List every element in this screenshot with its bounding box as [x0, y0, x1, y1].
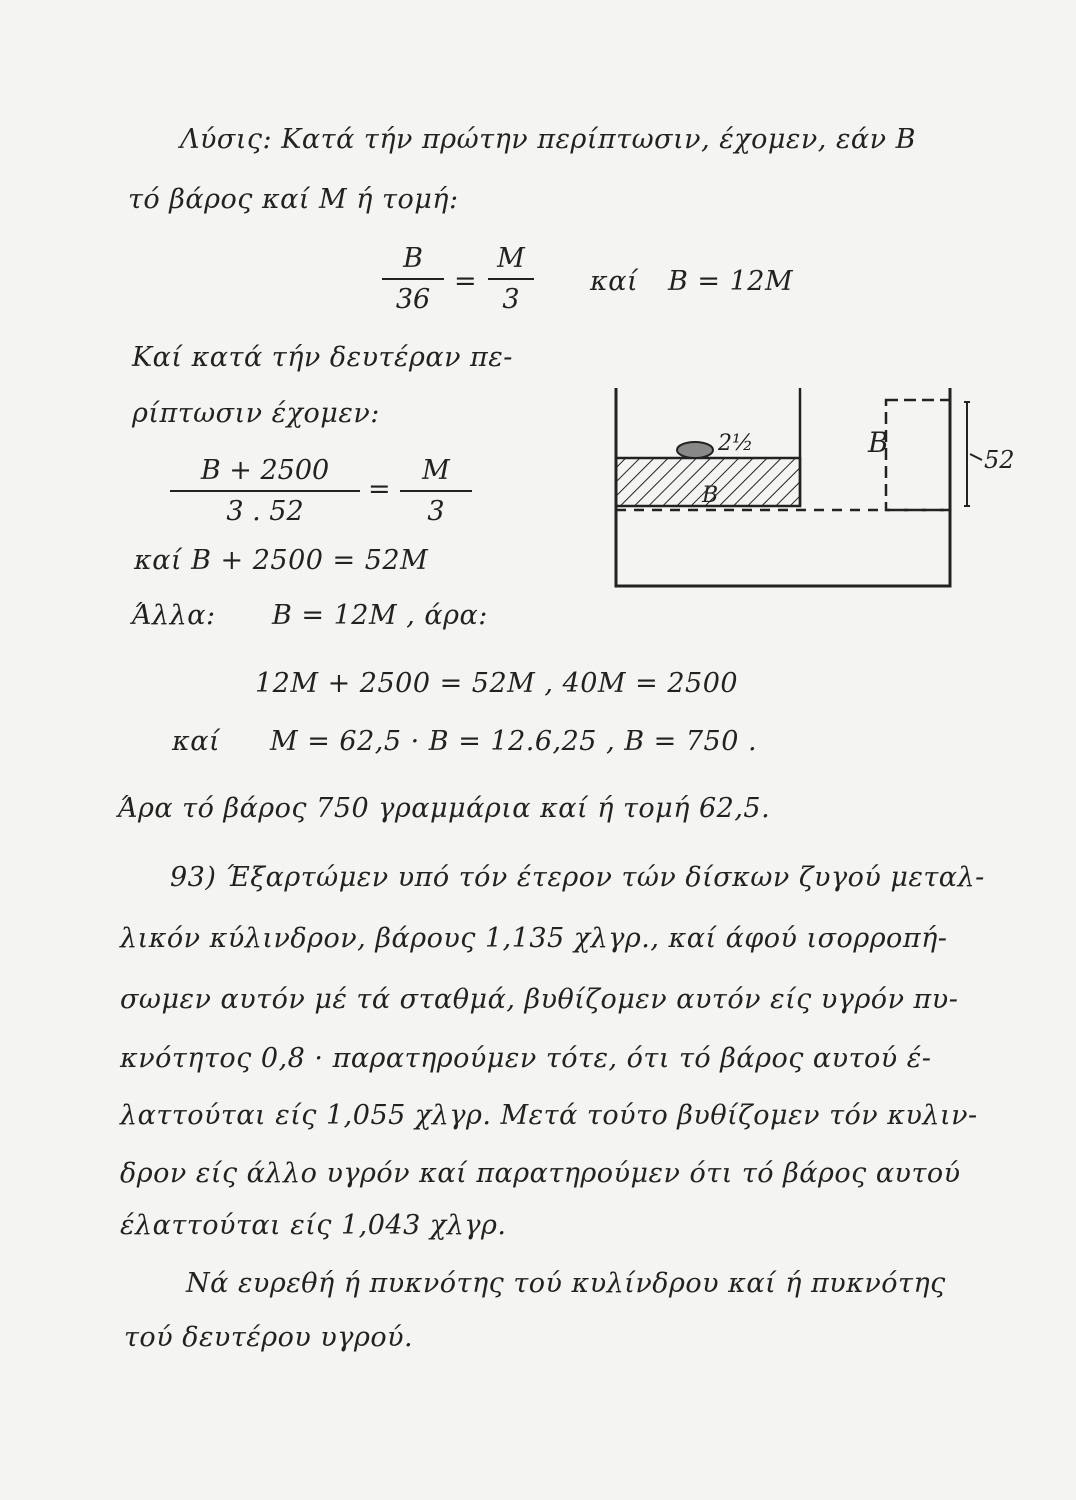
problem-93-line-3: σωμεν αυτόν μέ τά σταθμά, βυθίζομεν αυτόν είς υγρόν πυ- [120, 984, 959, 1015]
text-alla: Άλλα: [132, 600, 216, 631]
equation-b-12m: B = 12M [668, 266, 794, 297]
problem-93-line-4: κνότητος 0,8 · παρατηρούμεν τότε, ότι τό βάρος αυτού έ- [120, 1043, 932, 1074]
text-and-2: καί [172, 726, 221, 757]
problem-93-line-5: λαττούται είς 1,055 χλγρ. Μετά τούτο βυθίζομεν τόν κυλιν- [120, 1100, 978, 1131]
label-b-big: B [868, 426, 889, 459]
fraction-b-over-36 [382, 243, 444, 315]
text-line-11: Άρα τό βάρος 750 γραμμάρια καί ή τομή 62,5. [118, 793, 771, 824]
text-line-4: Καί κατά τήν δευτέραν πε- [132, 342, 513, 373]
text-and-1: καί [590, 266, 639, 297]
problem-93-line-6: δρον είς άλλο υγρόν καί παρατηρούμεν ότι τό βάρος αυτού [120, 1158, 961, 1189]
fraction-m-over-3-b [400, 455, 472, 527]
fraction-b2500-over-352 [170, 455, 360, 527]
equals-sign: = [368, 474, 391, 505]
label-b-block: B [702, 483, 719, 508]
fraction-bar [400, 490, 472, 492]
block-b [886, 400, 950, 510]
fraction-numerator: M [497, 243, 525, 274]
text-line-5: ρίπτωσιν έχομεν: [132, 398, 380, 429]
fraction-m-over-3 [488, 243, 534, 315]
problem-93-line-1: 93) Έξαρτώμεν υπό τόν έτερον τών δίσκων ζυγού μεταλ- [170, 862, 985, 893]
fraction-numerator: M [422, 455, 450, 486]
weight [677, 442, 713, 458]
text-line-7: καί B + 2500 = 52M [134, 545, 429, 576]
text-line-10: M = 62,5 · B = 12.6,25 , B = 750 . [270, 726, 758, 757]
fraction-denominator: 3 [502, 284, 520, 315]
text-line-2: τό βάρος καί M ή τομή: [128, 184, 459, 215]
problem-93-line-8: Νά ευρεθή ή πυκνότης τού κυλίνδρου καί ή πυκνότης [186, 1268, 946, 1299]
problem-93-line-2: λικόν κύλινδρον, βάρους 1,135 χλγρ., καί άφού ισορροπή- [120, 923, 948, 954]
problem-93-line-9: τού δευτέρου υγρού. [124, 1322, 414, 1353]
dimension-bracket [964, 402, 970, 506]
fraction-bar [382, 278, 444, 280]
fraction-numerator: B + 2500 [200, 455, 330, 486]
fraction-bar [170, 490, 360, 492]
label-dimension: 52 [984, 446, 1015, 474]
vessel-figure [590, 380, 1050, 600]
label-weight: 2½ [718, 431, 754, 456]
fraction-denominator: 3 [427, 496, 445, 527]
text-line-1: Λύσις: Κατά τήν πρώτην περίπτωσιν, έχομεν, εάν B [180, 124, 917, 155]
problem-93-line-7: έλαττούται είς 1,043 χλγρ. [120, 1210, 507, 1241]
equals-sign: = [454, 266, 477, 297]
fraction-bar [488, 278, 534, 280]
fraction-denominator: 36 [395, 284, 431, 315]
text-line-8: B = 12M , άρα: [272, 600, 488, 631]
text-line-9: 12M + 2500 = 52M , 40M = 2500 [255, 668, 739, 699]
fraction-numerator: B [403, 243, 423, 274]
fraction-denominator: 3 . 52 [226, 496, 304, 527]
